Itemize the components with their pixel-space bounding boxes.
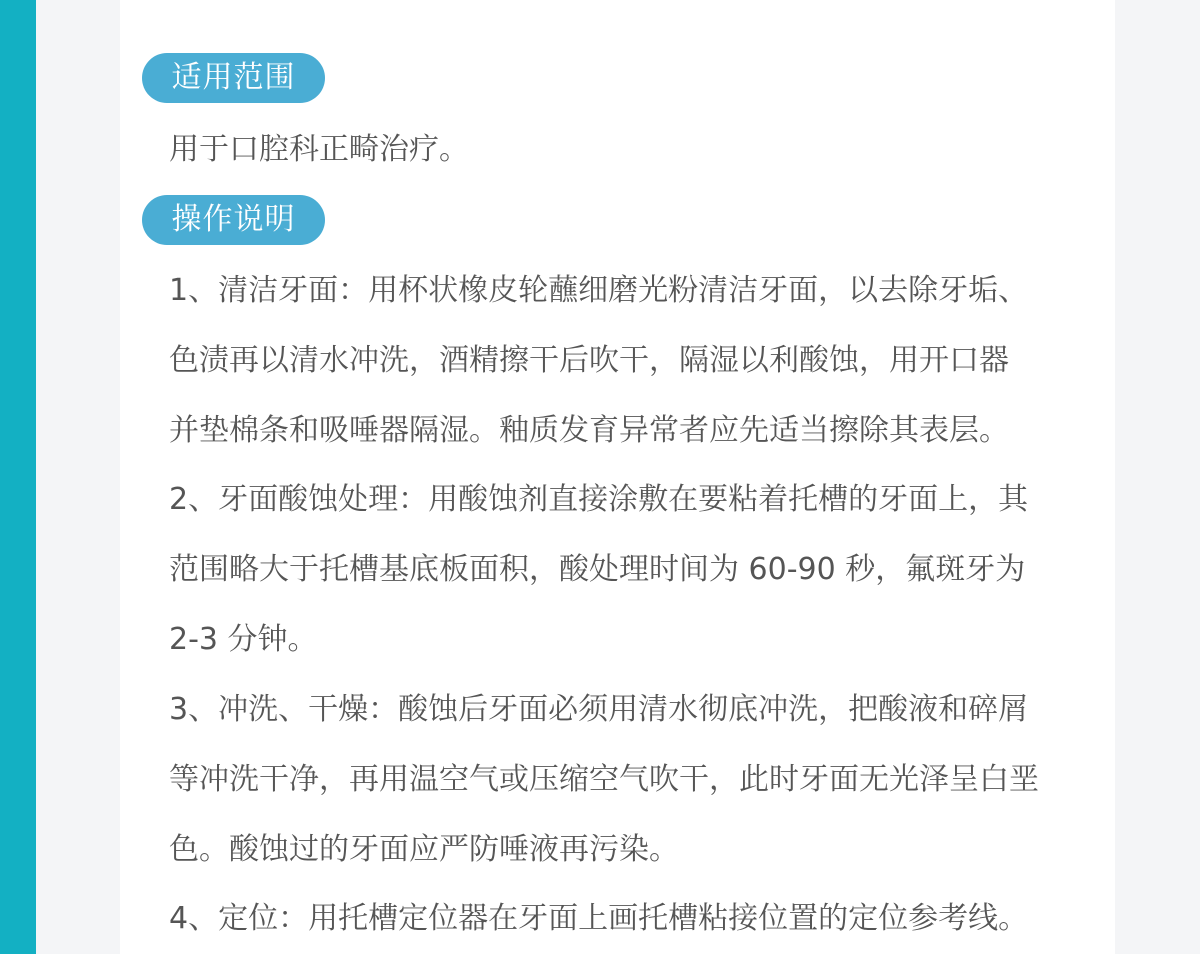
section-heading-instructions: 操作说明 [142,195,325,245]
instruction-line: 色渍再以清水冲洗，酒精擦干后吹干，隔湿以利酸蚀，用开口器 [169,343,1009,378]
scope-text: 用于口腔科正畸治疗。 [169,132,469,167]
instruction-line: 并垫棉条和吸唾器隔湿。釉质发育异常者应先适当擦除其表层。 [169,413,1009,448]
instruction-line: 色。酸蚀过的牙面应严防唾液再污染。 [169,832,679,867]
instruction-line: 3、冲洗、干燥：酸蚀后牙面必须用清水彻底冲洗，把酸液和碎屑 [169,692,1029,727]
instruction-line: 等冲洗干净，再用温空气或压缩空气吹干，此时牙面无光泽呈白垩 [169,762,1039,797]
content-card [120,0,1115,954]
section-heading-scope: 适用范围 [142,53,325,103]
instruction-line: 4、定位：用托槽定位器在牙面上画托槽粘接位置的定位参考线。 [169,901,1029,936]
instruction-line: 2-3 分钟。 [169,622,318,657]
instruction-line: 范围略大于托槽基底板面积，酸处理时间为 60-90 秒，氟斑牙为 [169,552,1026,587]
left-accent-stripe [0,0,36,954]
instruction-line: 2、牙面酸蚀处理：用酸蚀剂直接涂敷在要粘着托槽的牙面上，其 [169,482,1029,517]
instruction-line: 1、清洁牙面：用杯状橡皮轮蘸细磨光粉清洁牙面，以去除牙垢、 [169,273,1029,308]
